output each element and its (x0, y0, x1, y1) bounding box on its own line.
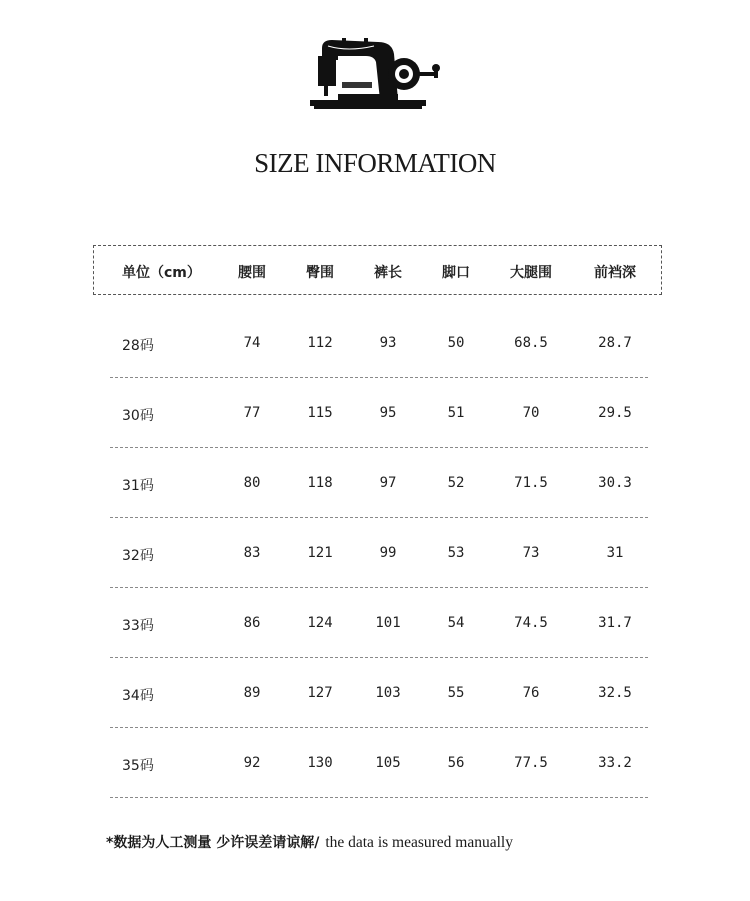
cell-hip: 118 (307, 475, 333, 491)
cell-thigh: 77.5 (514, 755, 548, 771)
cell-waist: 74 (243, 335, 261, 351)
cell-front-rise: 29.5 (598, 405, 632, 421)
row-divider (110, 587, 648, 588)
cell-front-rise: 33.2 (598, 755, 632, 771)
cell-hem: 55 (447, 685, 465, 701)
row-divider (110, 377, 648, 378)
cell-hem: 54 (447, 615, 465, 631)
footnote-chinese: *数据为人工测量 少许误差请谅解/ (106, 835, 320, 851)
cell-front-rise: 31.7 (598, 615, 632, 631)
cell-hip: 127 (307, 685, 333, 701)
header-unit: 单位（cm） (122, 265, 201, 281)
row-divider (110, 727, 648, 728)
cell-hip: 121 (307, 545, 333, 561)
cell-size: 34码 (122, 688, 154, 704)
cell-size: 32码 (122, 548, 154, 564)
cell-thigh: 70 (522, 405, 540, 421)
cell-thigh: 73 (522, 545, 540, 561)
footnote-english: the data is measured manually (325, 834, 513, 851)
footnote (106, 832, 513, 852)
cell-length: 103 (375, 685, 401, 701)
cell-hip: 130 (307, 755, 333, 771)
cell-waist: 92 (243, 755, 261, 771)
cell-waist: 86 (243, 615, 261, 631)
cell-waist: 83 (243, 545, 261, 561)
cell-size: 33码 (122, 618, 154, 634)
cell-waist: 80 (243, 475, 261, 491)
cell-hem: 50 (447, 335, 465, 351)
header-waist: 腰围 (238, 265, 266, 281)
cell-waist: 77 (243, 405, 261, 421)
cell-hip: 112 (307, 335, 333, 351)
cell-thigh: 76 (522, 685, 540, 701)
cell-hip: 115 (307, 405, 333, 421)
cell-front-rise: 31 (606, 545, 624, 561)
row-divider (110, 517, 648, 518)
header-thigh: 大腿围 (510, 265, 552, 281)
cell-thigh: 68.5 (514, 335, 548, 351)
cell-thigh: 71.5 (514, 475, 548, 491)
cell-hem: 53 (447, 545, 465, 561)
cell-size: 31码 (122, 478, 154, 494)
cell-size: 35码 (122, 758, 154, 774)
header-hem: 脚口 (442, 265, 470, 281)
cell-length: 95 (379, 405, 397, 421)
cell-hem: 51 (447, 405, 465, 421)
cell-front-rise: 28.7 (598, 335, 632, 351)
cell-hem: 52 (447, 475, 465, 491)
row-divider (110, 797, 648, 798)
cell-length: 105 (375, 755, 401, 771)
cell-hem: 56 (447, 755, 465, 771)
cell-thigh: 74.5 (514, 615, 548, 631)
cell-front-rise: 30.3 (598, 475, 632, 491)
header-hip: 臀围 (306, 265, 334, 281)
cell-size: 28码 (122, 338, 154, 354)
cell-hip: 124 (307, 615, 333, 631)
page-title: SIZE INFORMATION (254, 148, 496, 178)
cell-length: 93 (379, 335, 397, 351)
cell-front-rise: 32.5 (598, 685, 632, 701)
cell-length: 99 (379, 545, 397, 561)
cell-length: 97 (379, 475, 397, 491)
header-front-rise: 前裆深 (594, 265, 636, 281)
header-length: 裤长 (374, 265, 402, 281)
row-divider (110, 447, 648, 448)
sewing-machine-icon (308, 38, 448, 112)
row-divider (110, 657, 648, 658)
cell-size: 30码 (122, 408, 154, 424)
cell-length: 101 (375, 615, 401, 631)
cell-waist: 89 (243, 685, 261, 701)
